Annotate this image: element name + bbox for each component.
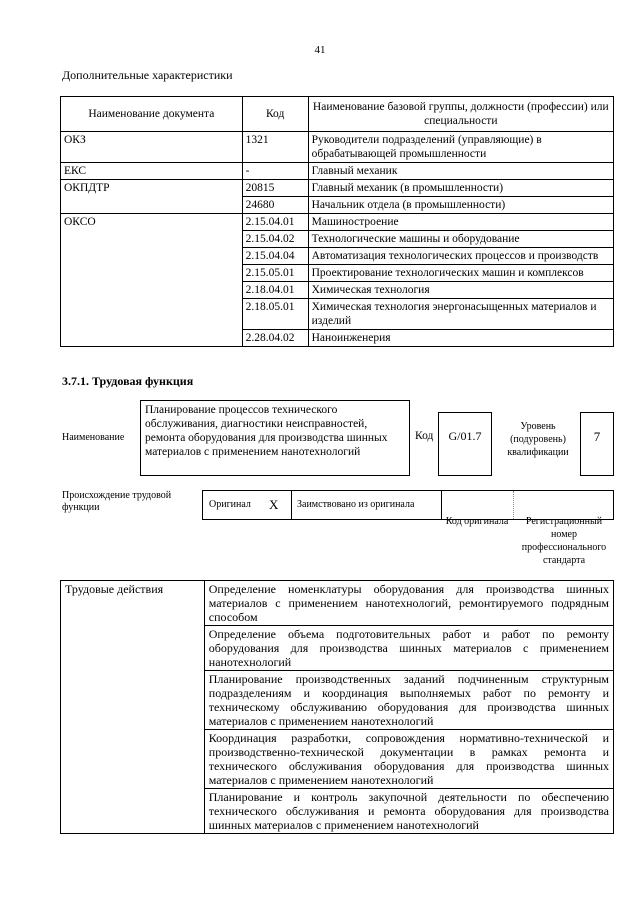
page-number: 41 (314, 44, 326, 56)
name-cell: Главный механик (в промышленности) (308, 180, 613, 197)
code-cell: 2.28.04.02 (242, 330, 308, 347)
table-header-row (61, 97, 614, 132)
labor-action-item: Определение номенклатуры оборудования для производства шинных материалов с применением нанотехнологий, ремонтируемого подрядным способом (204, 581, 613, 626)
function-name-box: Планирование процессов технического обслуживания, диагностики неисправностей, ремонта оборудования для производства шинных материалов с применением нанотехнологий (140, 400, 410, 476)
name-label: Наименование (62, 432, 125, 443)
table-row (61, 214, 614, 231)
registration-number-label: Регистрационный номер профессионального стандарта (521, 516, 607, 566)
doc-cell: ОКПДТР (61, 180, 243, 214)
code-cell: 20815 (242, 180, 308, 197)
original-label: Оригинал (209, 499, 251, 510)
name-cell: Технологические машины и оборудование (308, 231, 613, 248)
code-cell: 24680 (242, 197, 308, 214)
code-cell: 2.18.04.01 (242, 282, 308, 299)
name-cell: Химическая технология энергонасыщенных материалов и изделий (308, 299, 613, 330)
name-cell: Главный механик (308, 163, 613, 180)
table-row (61, 180, 614, 197)
code-cell: 1321 (242, 132, 308, 163)
labor-actions-table (60, 580, 614, 834)
code-value-box: G/01.7 (438, 412, 492, 476)
original-cell (203, 491, 292, 519)
name-cell: Машиностроение (308, 214, 613, 231)
labor-actions-label: Трудовые действия (61, 581, 205, 834)
code-cell: 2.15.04.02 (242, 231, 308, 248)
doc-cell: ОКЗ (61, 132, 243, 163)
name-cell: Наноинженерия (308, 330, 613, 347)
additional-characteristics-table (60, 96, 614, 347)
name-cell: Руководители подразделений (управляющие) в обрабатывающей промышленности (308, 132, 613, 163)
code-label: Код (415, 430, 434, 442)
table-row (61, 163, 614, 180)
code-cell: 2.15.05.01 (242, 265, 308, 282)
labor-action-item: Координация разработки, сопровождения нормативно-технической и производственно-технической документации в рамках ремонта и технического обслуживания оборудования для производства шинных материалов с применением нанотехнологий (204, 730, 613, 789)
name-cell: Химическая технология (308, 282, 613, 299)
header-document: Наименование документа (61, 97, 243, 132)
labor-action-item: Определение объема подготовительных работ и работ по ремонту оборудования для производства шинных материалов с применением нанотехнологий (204, 626, 613, 671)
section-title-additional: Дополнительные характеристики (62, 68, 233, 82)
level-value-box: 7 (580, 412, 614, 476)
origin-label: Происхождение трудовой функции (62, 490, 172, 513)
header-code: Код (242, 97, 308, 132)
doc-cell: ОКСО (61, 214, 243, 347)
original-mark: X (269, 497, 279, 512)
table-row (61, 132, 614, 163)
name-cell: Начальник отдела (в промышленности) (308, 197, 613, 214)
borrowed-label: Заимствовано из оригинала (297, 499, 415, 510)
doc-cell: ЕКС (61, 163, 243, 180)
labor-action-item: Планирование производственных заданий подчиненным структурным подразделениям и координация выполняемых работ по ремонту и техническому обслуживанию оборудования для производства шинных материалов с применением нанотехнологий (204, 671, 613, 730)
code-cell: - (242, 163, 308, 180)
code-cell: 2.18.05.01 (242, 299, 308, 330)
code-cell: 2.15.04.04 (242, 248, 308, 265)
section-title-labor-function: 3.7.1. Трудовая функция (62, 374, 194, 388)
labor-action-item: Планирование и контроль закупочной деятельности по обеспечению технического обслуживания и ремонта оборудования для производства шинных материалов с применением нанотехнологий (204, 789, 613, 834)
code-cell: 2.15.04.01 (242, 214, 308, 231)
level-label: Уровень (подуровень) квалификации (507, 421, 569, 458)
name-cell: Проектирование технологических машин и комплексов (308, 265, 613, 282)
name-cell: Автоматизация технологических процессов и производств (308, 248, 613, 265)
code-of-original-label: Код оригинала (445, 516, 509, 527)
table-row (61, 581, 614, 626)
header-name: Наименование базовой группы, должности (профессии) или специальности (308, 97, 613, 132)
